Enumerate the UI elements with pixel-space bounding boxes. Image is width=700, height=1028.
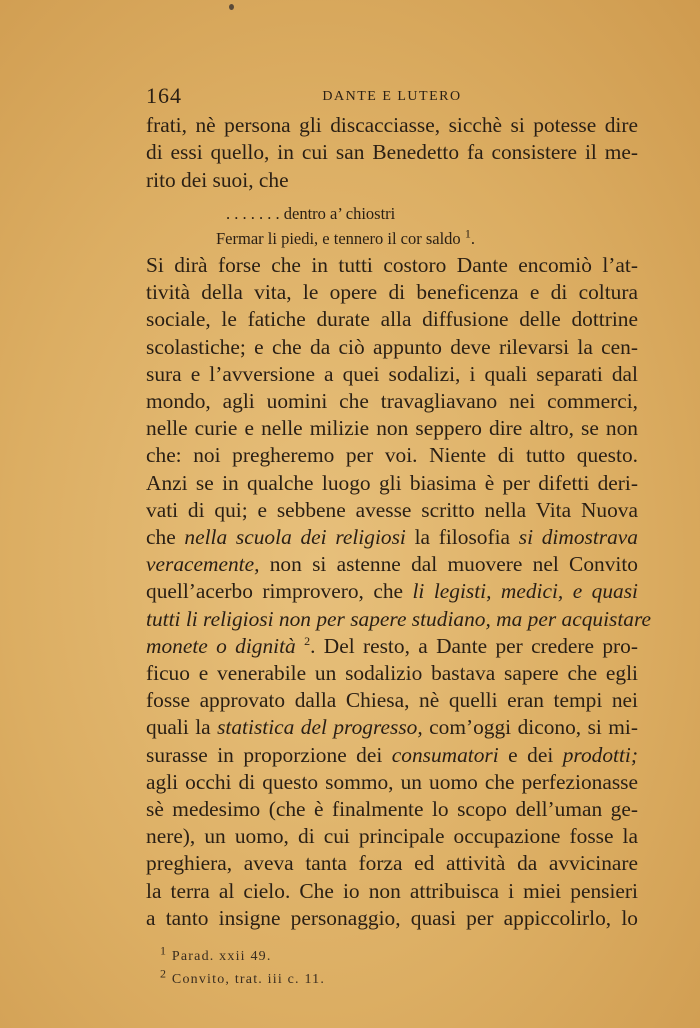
text-line: Anzi se in qualche luogo gli biasima è per difetti deri- bbox=[146, 470, 638, 495]
text-run: non si astenne dal muovere nel Convito bbox=[259, 552, 638, 577]
text-run: la filosofia bbox=[405, 525, 519, 550]
text-run: surasse in proporzione dei bbox=[146, 742, 392, 767]
footnote-mark: 2 bbox=[160, 966, 168, 981]
text-line: di essi quello, in cui san Benedetto fa consistere il me- bbox=[146, 140, 638, 165]
text-line: tutti li religiosi non per sapere studiano, ma per acquistare bbox=[146, 606, 652, 631]
text-line bbox=[146, 578, 638, 605]
footnote-text: Parad. xxii 49. bbox=[171, 949, 272, 964]
footnote-ref: 2 bbox=[304, 633, 311, 648]
text-line: fosse approvato dalla Chiesa, nè quelli eran tempi nei bbox=[146, 688, 638, 713]
verse-quote bbox=[146, 201, 638, 251]
text-line: preghiera, aveva tanta forza ed attività da avvicinare bbox=[146, 851, 638, 876]
text-line: nere), un uomo, di cui principale occupazione fosse la bbox=[146, 824, 638, 849]
text-line: la terra al cielo. Che io non attribuisca i miei pensieri bbox=[146, 878, 638, 903]
text-line: frati, nè persona gli discacciasse, sicchè si potesse dire bbox=[146, 113, 638, 137]
text-line: sura e l’avversione a quei sodalizi, i quali separati dal bbox=[146, 361, 638, 386]
text-line: scolastiche; e che da ciò appunto deve rilevarsi la cen- bbox=[146, 334, 638, 359]
italic-run: si dimostrava bbox=[518, 525, 638, 550]
footnotes bbox=[160, 945, 325, 991]
text-line bbox=[146, 524, 638, 551]
quote-line: . . . . . . . dentro a’ chiostri bbox=[226, 204, 396, 223]
text-line: sociale, le fatiche durate alla diffusione delle dottrine bbox=[146, 307, 638, 332]
footnote bbox=[160, 945, 325, 968]
quote-line bbox=[146, 226, 638, 251]
quote-text: Fermar li piedi, e tennero il cor saldo bbox=[216, 229, 461, 248]
text-line: nelle curie e nelle milizie non seppero dire altro, se non bbox=[146, 416, 638, 441]
footnote-ref: 1 bbox=[464, 226, 471, 241]
text-line: Si dirà forse che in tutti costoro Dante encomiò l’at- bbox=[146, 253, 638, 277]
quote-end: . bbox=[470, 229, 475, 248]
text-run: com’oggi dicono, si mi- bbox=[422, 715, 638, 740]
text-line bbox=[146, 714, 638, 741]
italic-run: veracemente, bbox=[146, 552, 260, 577]
running-title: DANTE E LUTERO bbox=[322, 89, 462, 104]
page-number: 164 bbox=[146, 83, 182, 108]
italic-run: li legisti, medici, e quasi bbox=[412, 579, 638, 604]
italic-run: monete o dignità bbox=[146, 633, 296, 658]
footnote-text: Convito, trat. iii c. 11. bbox=[171, 972, 326, 987]
text-line: vati di qui; e sebbene avesse scritto nella Vita Nuova bbox=[146, 497, 638, 522]
text-line: a tanto insigne personaggio, quasi per appiccolirlo, lo bbox=[146, 905, 638, 930]
italic-run: prodotti; bbox=[562, 742, 638, 767]
text-line bbox=[146, 633, 638, 660]
footnote-mark: 1 bbox=[160, 943, 168, 958]
text-line: mondo, agli uomini che travagliavano nei commerci, bbox=[146, 389, 638, 414]
page-header bbox=[146, 83, 638, 111]
italic-run: consumatori bbox=[391, 742, 499, 767]
text-run: . Del resto, a Dante per credere pro- bbox=[310, 633, 639, 658]
top-paragraph bbox=[146, 112, 638, 194]
text-run: e dei bbox=[498, 742, 563, 767]
footnote bbox=[160, 968, 325, 991]
text-line: tività della vita, le opere di beneficenza e di coltura bbox=[146, 280, 638, 305]
text-line bbox=[146, 551, 638, 578]
text-run: quell’acerbo rimprovero, che bbox=[146, 579, 413, 604]
text-run: che bbox=[146, 525, 185, 550]
italic-run: statistica del progresso, bbox=[217, 715, 423, 740]
text-line bbox=[146, 742, 638, 769]
text-line: agli occhi di questo sommo, un uomo che perfezionasse bbox=[146, 769, 638, 794]
text-line: rito dei suoi, che bbox=[146, 167, 289, 192]
text-line: sè medesimo (che è finalmente lo scopo dell’uman ge- bbox=[146, 797, 638, 822]
text-line: che: noi pregheremo per voi. Niente di tutto questo. bbox=[146, 443, 638, 468]
main-paragraph bbox=[146, 252, 652, 932]
text-line: ficuo e venerabile un sodalizio bastava sapere che egli bbox=[146, 661, 638, 686]
paper-speck bbox=[229, 4, 234, 10]
italic-run: nella scuola dei religiosi bbox=[184, 525, 406, 550]
text-run: quali la bbox=[146, 715, 218, 740]
